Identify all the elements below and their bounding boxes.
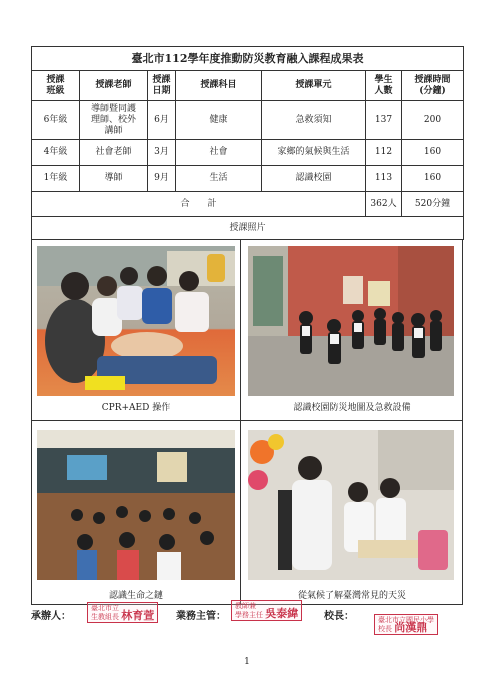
table-row — [32, 140, 464, 166]
photo-caption: 認識校園防災地圖及急救設備 — [293, 403, 411, 413]
table-row — [32, 101, 464, 140]
header-teacher: 授課老師 — [80, 71, 148, 101]
photo-classroom — [37, 430, 235, 580]
results-form — [31, 46, 463, 605]
supervisor-label: 業務主管： — [176, 611, 226, 622]
header-hours: 授課時間 (分鐘) — [402, 71, 464, 101]
cell-date: 6月 — [148, 101, 176, 140]
header-students: 學生 人數 — [366, 71, 402, 101]
cell-class: 4年級 — [32, 140, 80, 166]
cell-hours: 200 — [402, 101, 464, 140]
header-date: 授課 日期 — [148, 71, 176, 101]
cell-hours: 160 — [402, 166, 464, 192]
principal-stamp: 臺北市立國民小學 校長 尚漢鼎 — [374, 614, 438, 635]
organizer-stamp: 臺北市立 生教組長 林育萱 — [87, 602, 158, 623]
photo-weather-lesson — [248, 430, 454, 580]
photo-grid — [31, 240, 463, 605]
cell-subject: 生活 — [176, 166, 262, 192]
cell-teacher: 導師暨同護 理師、校外 講師 — [80, 101, 148, 140]
cell-class: 6年級 — [32, 101, 80, 140]
cell-teacher: 社會老師 — [80, 140, 148, 166]
cell-teacher: 導師 — [80, 166, 148, 192]
table-row — [32, 166, 464, 192]
principal-label: 校長： — [324, 611, 354, 622]
photo-cpr — [37, 246, 235, 396]
results-table — [31, 46, 464, 240]
cell-students: 113 — [366, 166, 402, 192]
cell-date: 9月 — [148, 166, 176, 192]
cell-students: 137 — [366, 101, 402, 140]
page-number: 1 — [244, 657, 250, 667]
photo-caption: 認識生命之鏈 — [108, 591, 163, 601]
photo-caption: 從氣候了解臺灣常見的天災 — [297, 591, 406, 601]
header-class: 授課 班級 — [32, 71, 80, 101]
organizer-label: 承辦人： — [31, 611, 71, 622]
total-hours: 520分鐘 — [402, 192, 464, 217]
total-students: 362人 — [366, 192, 402, 217]
photo-campus — [248, 246, 454, 396]
photo-caption: CPR+AED 操作 — [101, 403, 171, 413]
total-row — [32, 192, 464, 217]
cell-students: 112 — [366, 140, 402, 166]
supervisor-stamp: 教師兼 學務主任 吳泰緯 — [231, 600, 302, 621]
cell-date: 3月 — [148, 140, 176, 166]
cell-unit: 家鄉的氣候與生活 — [262, 140, 366, 166]
header-row — [32, 71, 464, 101]
photo-section-title: 授課照片 — [32, 217, 464, 240]
cell-subject: 社會 — [176, 140, 262, 166]
cell-subject: 健康 — [176, 101, 262, 140]
cell-hours: 160 — [402, 140, 464, 166]
cell-class: 1年級 — [32, 166, 80, 192]
total-label: 合 計 — [32, 192, 366, 217]
header-unit: 授課單元 — [262, 71, 366, 101]
header-subject: 授課科目 — [176, 71, 262, 101]
cell-unit: 急救須知 — [262, 101, 366, 140]
cell-unit: 認識校園 — [262, 166, 366, 192]
form-title: 臺北市112學年度推動防災教育融入課程成果表 — [32, 47, 464, 71]
